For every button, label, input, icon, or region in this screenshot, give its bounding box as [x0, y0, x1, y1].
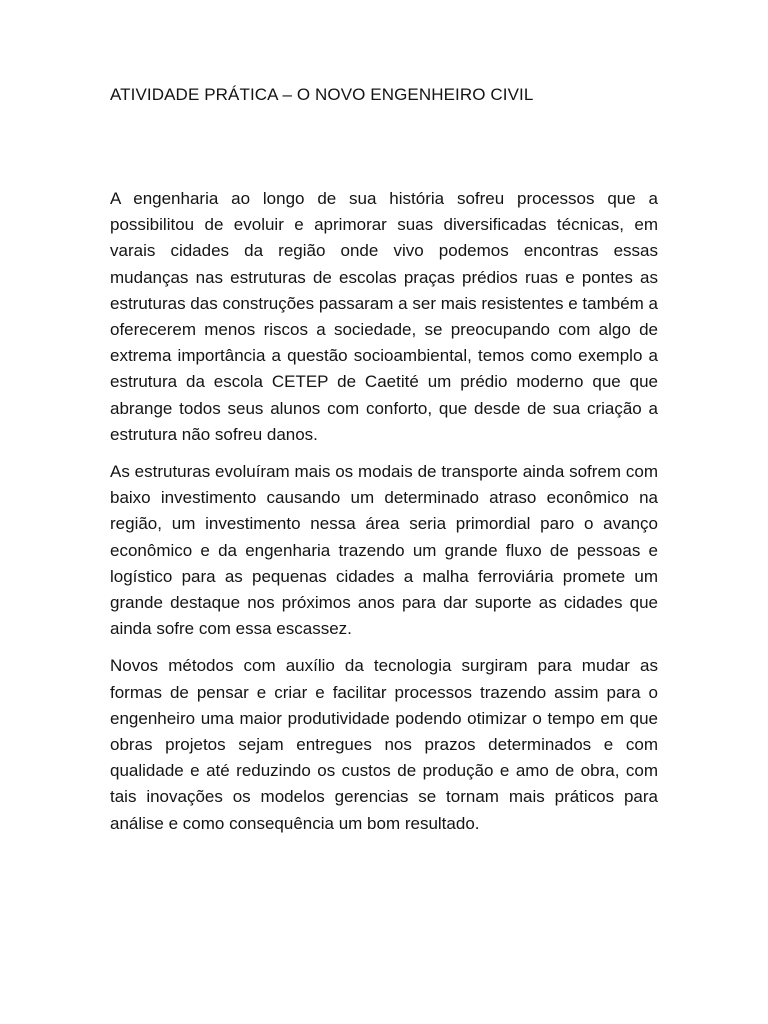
document-body	[110, 186, 658, 848]
document-title: ATIVIDADE PRÁTICA – O NOVO ENGENHEIRO CIVIL	[110, 85, 534, 104]
paragraph-1: A engenharia ao longo de sua história sofreu processos que a possibilitou de evoluir e aprimorar suas diversificadas técnicas, em varais cidades da região onde vivo podemos encontras essas mudanças nas estruturas de escolas praças prédios ruas e pontes as estruturas das construções passaram a ser mais resistentes e também a oferecerem menos riscos a sociedade, se preocupando com algo de extrema importância a questão socioambiental, temos como exemplo a estrutura da escola CETEP de Caetité um prédio moderno que que abrange todos seus alunos com conforto, que desde de sua criação a estrutura não sofreu danos.	[110, 189, 659, 444]
paragraph-3: Novos métodos com auxílio da tecnologia surgiram para mudar as formas de pensar e criar e facilitar processos trazendo assim para o engenheiro uma maior produtividade podendo otimizar o tempo em que obras projetos sejam entregues nos prazos determinados e com qualidade e até reduzindo os custos de produção e amo de obra, com tais inovações os modelos gerencias se tornam mais práticos para análise e como consequência um bom resultado.	[110, 656, 658, 833]
paragraph-2: As estruturas evoluíram mais os modais de transporte ainda sofrem com baixo investimento causando um determinado atraso econômico na região, um investimento nessa área seria primordial paro o avanço econômico e da engenharia trazendo um grande fluxo de pessoas e logístico para as pequenas cidades a malha ferroviária promete um grande destaque nos próximos anos para dar suporte as cidades que ainda sofre com essa escassez.	[110, 462, 658, 639]
